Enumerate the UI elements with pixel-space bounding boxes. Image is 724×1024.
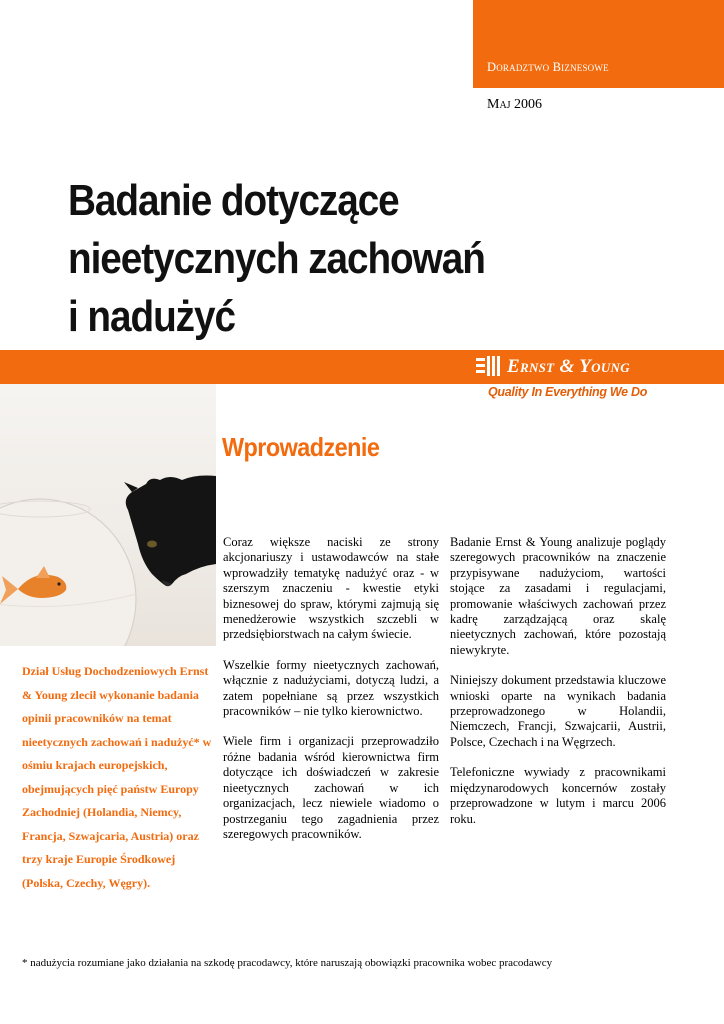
paragraph: Telefoniczne wywiady z pracownikami międzynarodowych koncernów zostały przeprowadzone w lutym i marcu 2006 roku. bbox=[450, 765, 666, 826]
section-heading: Wprowadzenie bbox=[222, 432, 380, 462]
publication-date: Maj 2006 bbox=[487, 97, 543, 112]
paragraph: Badanie Ernst & Young analizuje poglądy szeregowych pracowników na znaczenie przypisywane nadużyciom, wartości stojące za zasadami i regulacjami, promowanie właściwych zachowań przez kadrę zarządzającą oraz skalę nieetycznych zachowań, które pozostają niewykryte. bbox=[450, 535, 666, 657]
title-line-1: Badanie dotyczące bbox=[68, 176, 399, 225]
brand-tagline: Quality In Everything We Do bbox=[488, 385, 648, 399]
fishbowl-icon bbox=[0, 499, 136, 646]
paragraph: Coraz większe naciski ze strony akcjonariuszy i ustawodawców na stałe wprowadziły tematykę nadużyć oraz - w szerszym znaczeniu - kwestie etyki biznesowej do spraw, którymi zajmują się menedżerowie wszystkich szczebli w przedsiębiorstwach na całym świecie. bbox=[223, 535, 439, 642]
text-column-right bbox=[450, 535, 666, 842]
ernst-young-logo bbox=[476, 354, 630, 380]
paragraph: Wszelkie formy nieetycznych zachowań, włącznie z nadużyciami, dotyczą ludzi, a zatem popełniane są przez wszystkich pracowników – nie tylko kierownictwo. bbox=[223, 657, 439, 719]
paragraph: Niniejszy dokument przedstawia kluczowe wnioski oparte na wynikach badania przeprowadzonego w Holandii, Niemczech, Francji, Szwajcarii, Austrii, Polsce, Czechach i na Węgrzech. bbox=[450, 673, 666, 749]
title-line-3: i nadużyć bbox=[68, 292, 235, 341]
document-title bbox=[68, 172, 526, 346]
cat-icon bbox=[124, 476, 216, 587]
paragraph: Wiele firm i organizacji przeprowadziło różne badania wśród kierownictwa firm dotyczące ich doświadczeń w zakresie nieetycznych zachowań w ich organizacjach, lecz niewiele wiadomo o postrzeganiu tego zagadnienia przez szeregowych pracowników. bbox=[223, 734, 439, 841]
cover-photo bbox=[0, 384, 216, 646]
ey-logo-icon bbox=[476, 356, 500, 378]
title-line-2: nieetycznych zachowań bbox=[68, 234, 485, 283]
logo-wordmark: Ernst & Young bbox=[507, 356, 630, 377]
header-orange-block bbox=[473, 0, 724, 88]
service-name: Doradztwo Biznesowe bbox=[487, 60, 609, 74]
sidebar-intro: Dział Usług Dochodzeniowych Ernst & Young zlecił wykonanie badania opinii pracowników na temat nieetycznych zachowań i nadużyć* w ośmiu krajach europejskich, obejmujących pięć państw Europy Zachodniej (Holandia, Niemcy, Francja, Szwajcaria, Austria) oraz trzy kraje Europie Środkowej (Polska, Czechy, Węgry). bbox=[22, 664, 212, 890]
footnote: * nadużycia rozumiane jako działania na szkodę pracodawcy, które naruszają obowiązki pracownika wobec pracodawcy bbox=[22, 957, 553, 969]
text-column-left bbox=[223, 535, 439, 857]
